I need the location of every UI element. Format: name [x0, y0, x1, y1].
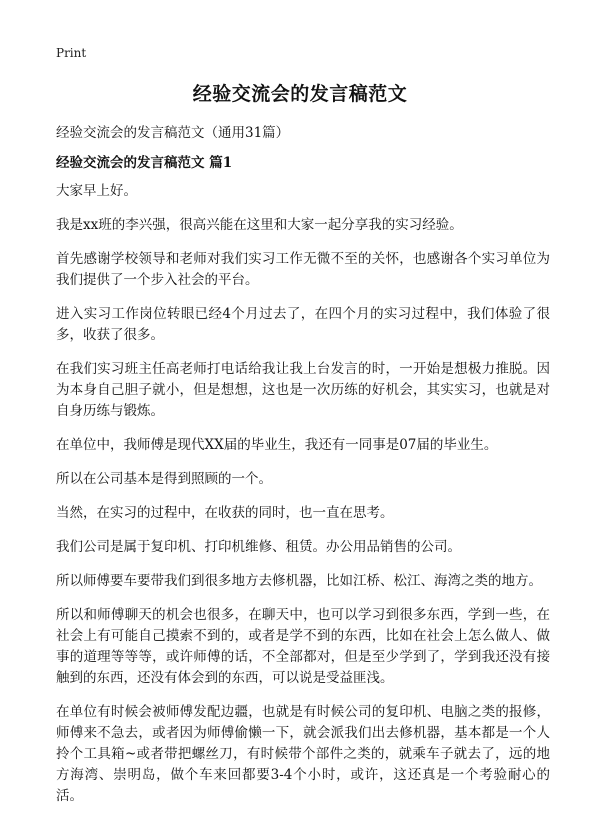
paragraph: 所以在公司基本是得到照顾的一个。 — [56, 471, 272, 487]
page-title: 经验交流会的发言稿范文 — [192, 83, 408, 105]
paragraph: 所以师傅要车要带我们到很多地方去修机器，比如江桥、松江、海湾之类的地方。 — [56, 573, 542, 589]
paragraph: 进入实习工作岗位转眼已经4个月过去了，在四个月的实习过程中，我们体验了很多，收获了很多。 — [56, 306, 550, 343]
paragraph: 我是xx班的李兴强，很高兴能在这里和大家一起分享我的实习经验。 — [56, 217, 463, 233]
print-link[interactable]: Print — [56, 46, 87, 60]
article-body — [56, 181, 550, 820]
paragraph: 首先感谢学校领导和老师对我们实习工作无微不至的关怀，也感谢各个实习单位为我们提供了一个步入社会的平台。 — [56, 251, 550, 288]
document-subtitle: 经验交流会的发言稿范文（通用31篇） — [56, 125, 290, 141]
paragraph: 在单位有时候会被师傅发配边疆，也就是有时候公司的复印机、电脑之类的报修，师傅来不急去，或者因为师傅偷懒一下，就会派我们出去修机器，基本都是一个人拎个工具箱~或者带把螺丝刀，有时候带个部件之类的，就乘车子就去了，远的地方海湾、崇明岛，做个车来回都要3-4个小时，或许，这还真是一个考验耐心的活。 — [56, 704, 550, 804]
paragraph: 在我们实习班主任高老师打电话给我让我上台发言的时，一开始是想极力推脱。因为本身自己胆子就小，但是想想，这也是一次历练的好机会，其实实习，也就是对自身历练与锻炼。 — [56, 361, 550, 419]
paragraph: 当然，在实习的过程中，在收获的同时，也一直在思考。 — [56, 505, 394, 521]
paragraph: 在单位中，我师傅是现代XX届的毕业生，我还有一同事是07届的毕业生。 — [56, 437, 498, 453]
section-heading: 经验交流会的发言稿范文 篇1 — [56, 155, 233, 171]
paragraph: 所以和师傅聊天的机会也很多，在聊天中，也可以学习到很多东西，学到一些，在社会上有可能自己摸索不到的，或者是学不到的东西，比如在社会上怎么做人、做事的道理等等等，或许师傅的话，不全部都对，但是至少学到了，学到我还没有接触到的东西，还没有体会到的东西，可以说是受益匪浅。 — [56, 607, 550, 686]
paragraph: 大家早上好。 — [56, 183, 137, 199]
paragraph: 我们公司是属于复印机、打印机维修、租赁。办公用品销售的公司。 — [56, 539, 461, 555]
